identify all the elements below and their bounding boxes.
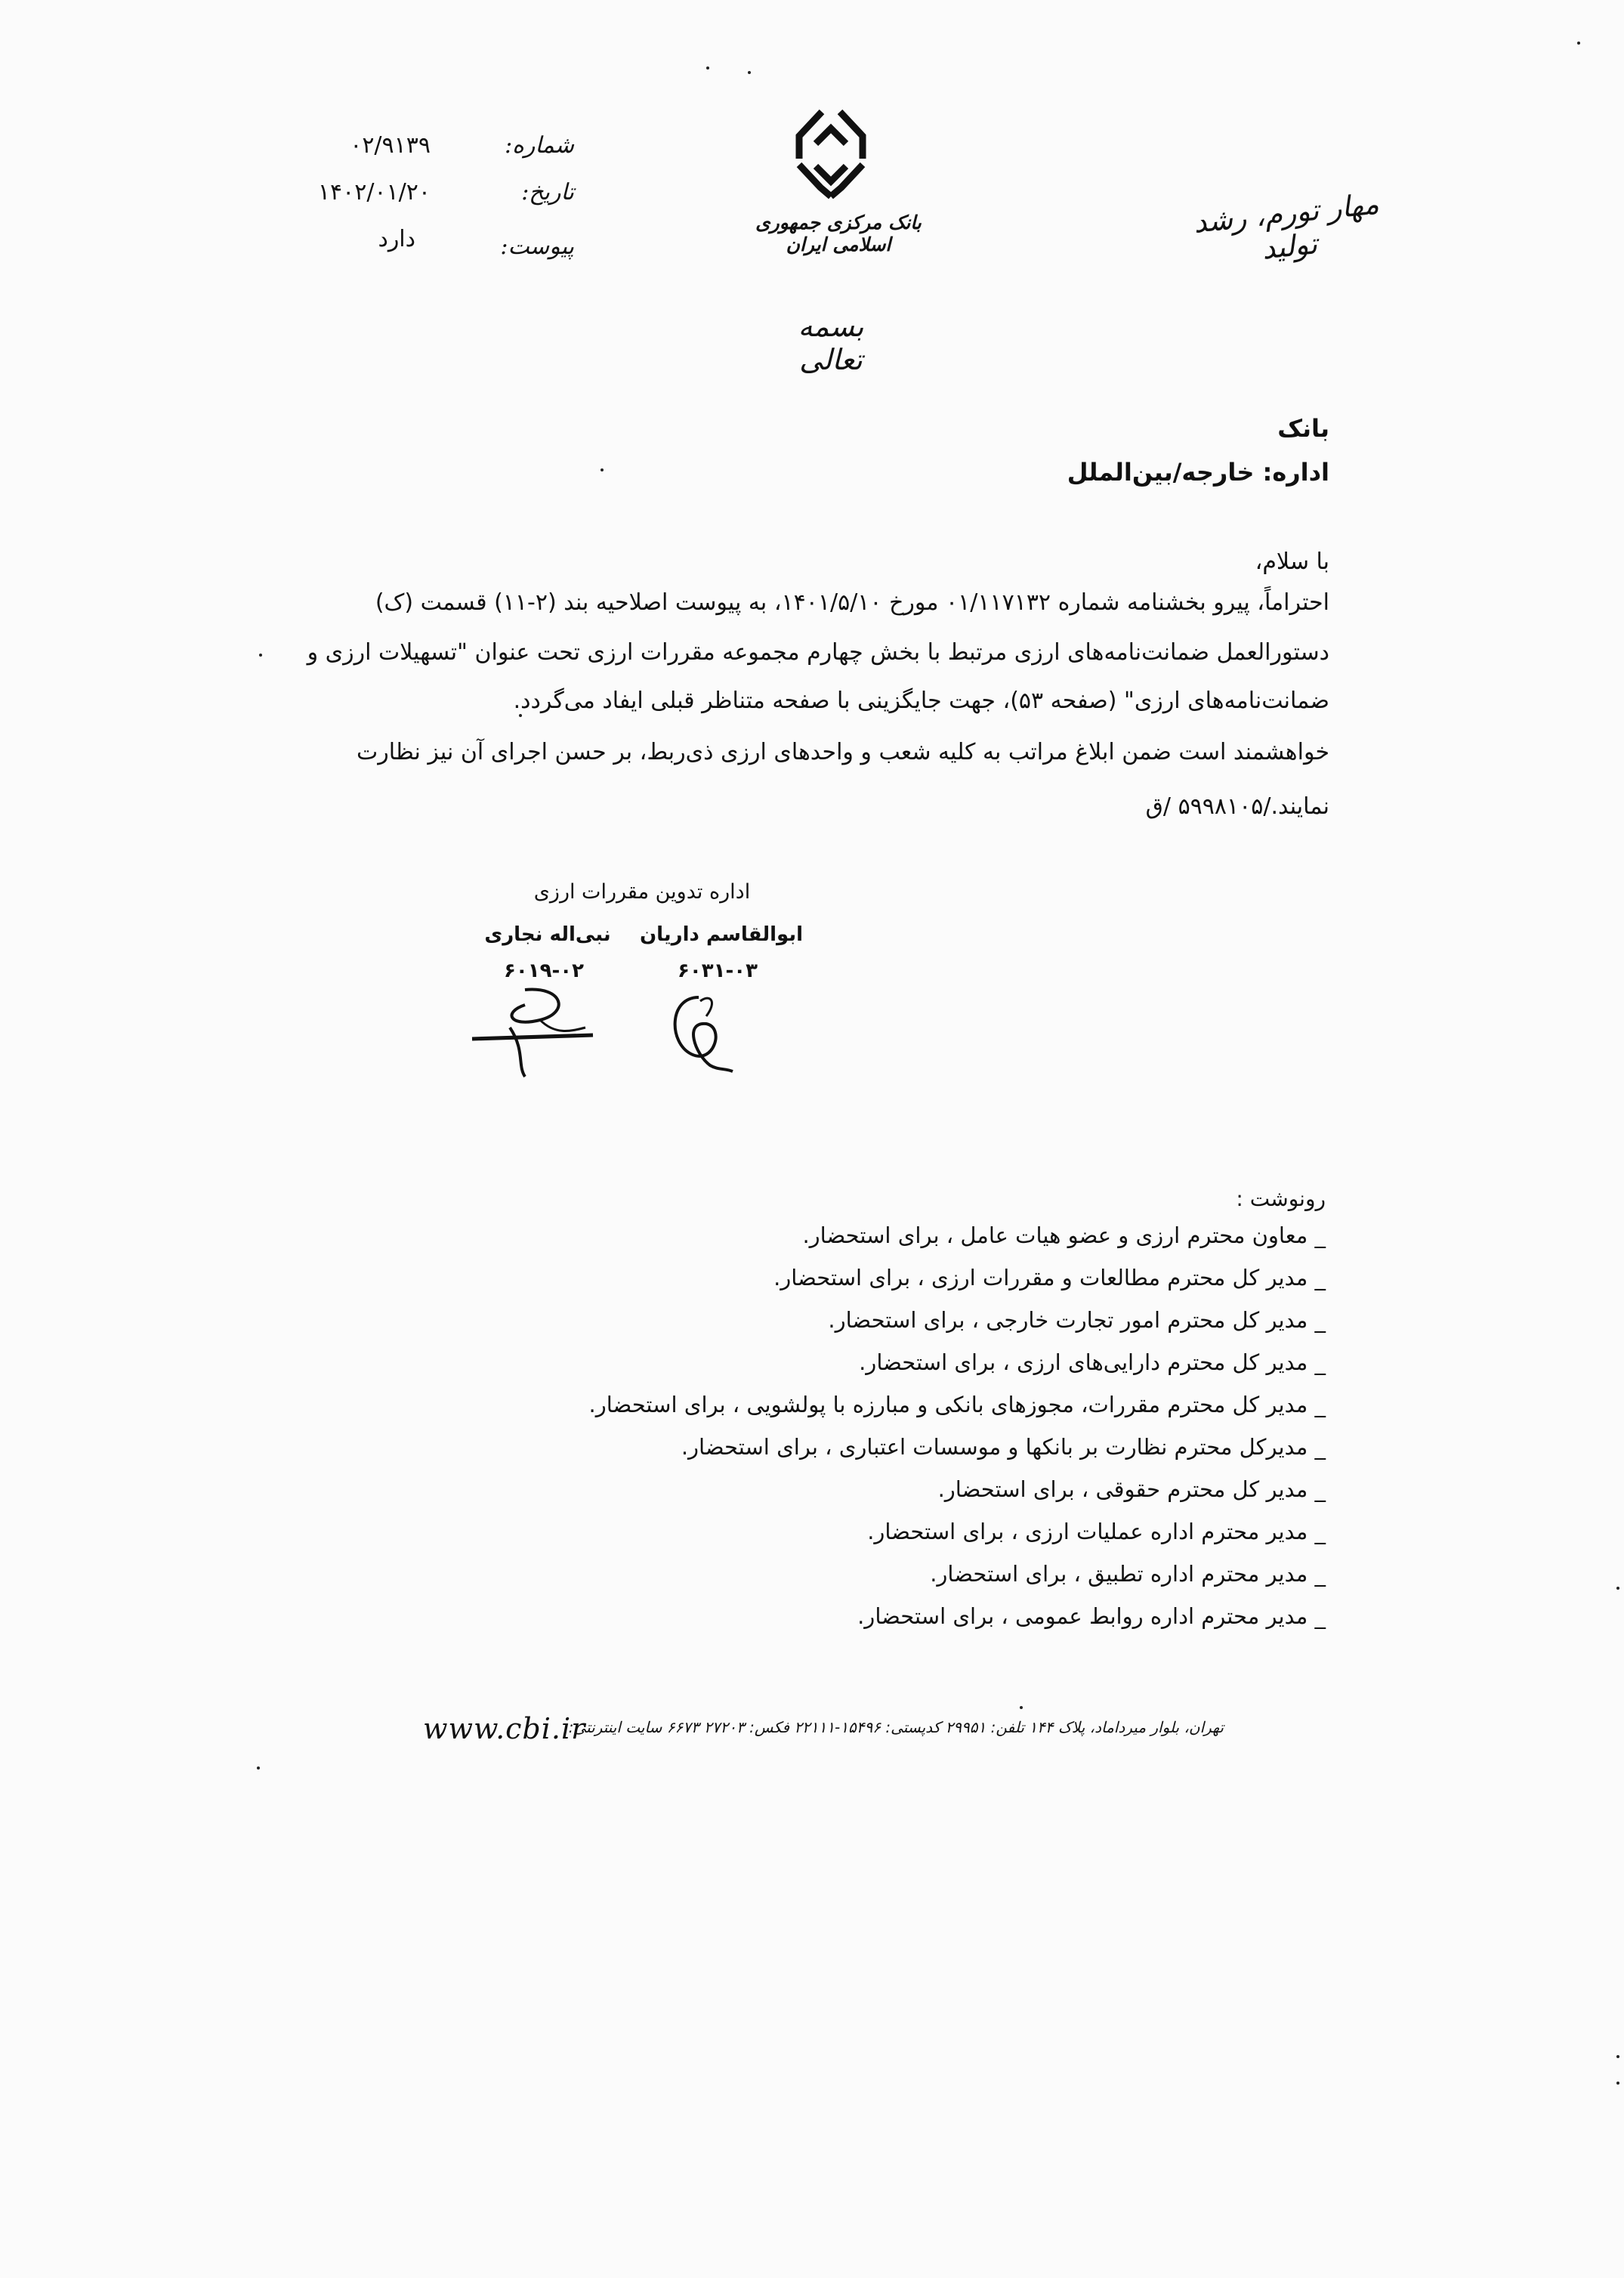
body-line-2: دستورالعمل ضمانت‌نامه‌های ارزی مرتبط با بخش چهارم مجموعه مقررات ارزی تحت عنوان "تسهیلات ارزی و (307, 639, 1329, 666)
footer-address: تهران، بلوار میرداماد، پلاک ۱۴۴ تلفن: ۲۹۹۵۱ کدپستی: ۱۵۴۹۶-۲۲۱۱۱ فکس: ۲۷۲۰۳ ۶۶۷۳ سایت اینترنتی: (568, 1718, 1224, 1736)
bismillah: بسمه تعالی (798, 310, 864, 376)
signatory-1-code: ۶۰۳۱-۰۳ (677, 960, 758, 982)
body-line-4: خواهشمند است ضمن ابلاغ مراتب به کلیه شعب و واحدهای ارزی ذی‌ربط، بر حسن اجرای آن نیز نظارت (356, 739, 1329, 765)
cc-item-2: _ مدیر کل محترم مطالعات و مقررات ارزی ، برای استحضار. (773, 1265, 1326, 1290)
cc-item-7: _ مدیر کل محترم حقوقی ، برای استحضار. (937, 1476, 1326, 1502)
bank-logo-icon (786, 106, 876, 204)
cc-item-3: _ مدیر کل محترم امور تجارت خارجی ، برای استحضار. (828, 1307, 1326, 1333)
cc-item-10: _ مدیر محترم اداره روابط عمومی ، برای استحضار. (857, 1603, 1326, 1629)
signatory-2-name: نبی‌اله نجاری (484, 923, 611, 946)
cc-item-6: _ مدیرکل محترم نظارت بر بانکها و موسسات اعتباری ، برای استحضار. (681, 1434, 1326, 1460)
body-line-5: نمایند./۵۹۹۸۱۰۵ /ق (1145, 793, 1329, 820)
recipient-department: اداره: خارجه/بین‌الملل (1067, 458, 1329, 487)
recipient-bank: بانک (1277, 414, 1329, 443)
meta-number-value: ۰۲/۹۱۳۹ (350, 132, 431, 159)
signature-1-icon (653, 982, 752, 1080)
body-line-3: ضمانت‌نامه‌های ارزی" (صفحه ۵۳)، جهت جایگزینی با صفحه متناظر قبلی ایفاد می‌گردد. (513, 688, 1329, 714)
signatory-1-name: ابوالقاسم داریان (639, 923, 804, 946)
cc-title: رونوشت : (1236, 1186, 1326, 1211)
footer (408, 1712, 1224, 1750)
cc-item-5: _ مدیر کل محترم مقررات، مجوزهای بانکی و مبارزه با پولشویی ، برای استحضار. (588, 1392, 1326, 1417)
cc-item-1: _ معاون محترم ارزی و عضو هیات عامل ، برای استحضار. (802, 1222, 1326, 1248)
signature-2-icon (465, 982, 601, 1080)
footer-website: www.cbi.ir (423, 1712, 586, 1745)
bank-name: بانک مرکزی جمهوری اسلامی ایران (755, 212, 922, 255)
cc-item-8: _ مدیر محترم اداره عملیات ارزی ، برای استحضار. (867, 1519, 1326, 1544)
meta-attachment-label: پیوست: (500, 233, 574, 260)
header-slogan: مهار تورم، رشد تولید (1191, 187, 1381, 266)
meta-date-label: تاریخ: (521, 179, 574, 206)
signature-office: اداره تدوین مقررات ارزی (533, 880, 751, 904)
signatory-2-code: ۶۰۱۹-۰۲ (503, 960, 584, 982)
cc-item-9: _ مدیر محترم اداره تطبیق ، برای استحضار. (930, 1561, 1326, 1587)
greeting: با سلام، (1255, 549, 1329, 575)
meta-attachment-value: دارد (378, 226, 415, 252)
body-line-1: احتراماً، پیرو بخشنامه شماره ۰۱/۱۱۷۱۳۲ مورخ ۱۴۰۱/۵/۱۰، به پیوست اصلاحیه بند (۲-۱۱) قسمت (ک) (375, 589, 1329, 616)
meta-date-value: ۱۴۰۲/۰۱/۲۰ (317, 179, 431, 206)
meta-number-label: شماره: (505, 132, 574, 159)
cc-item-4: _ مدیر کل محترم دارایی‌های ارزی ، برای استحضار. (859, 1349, 1326, 1375)
